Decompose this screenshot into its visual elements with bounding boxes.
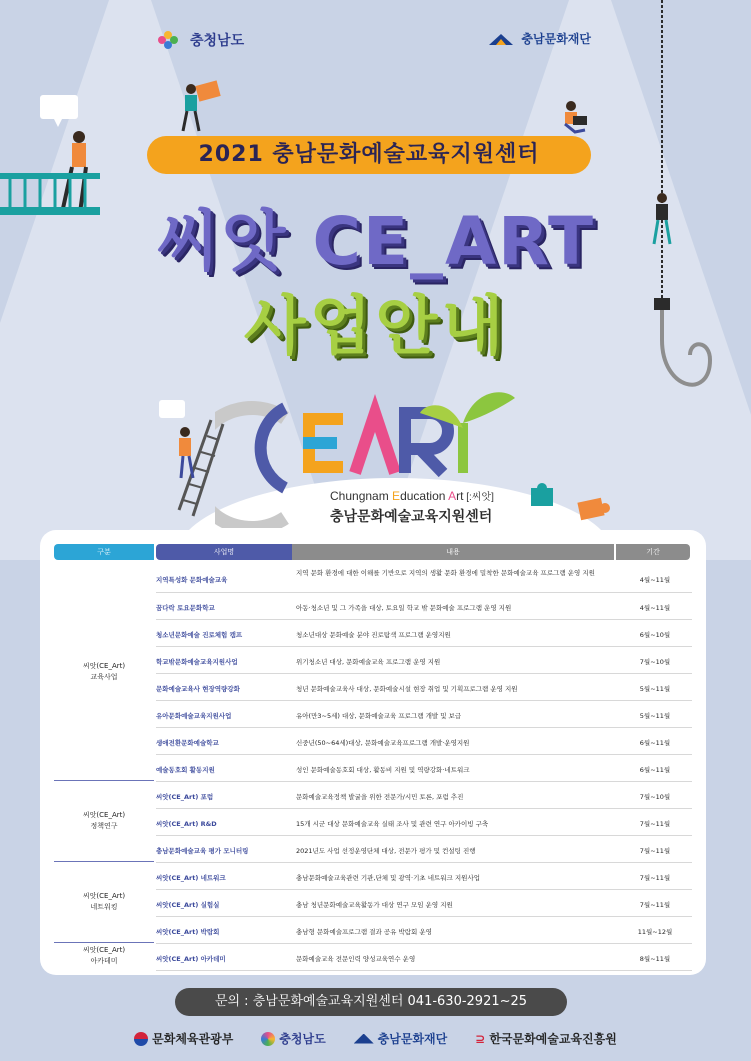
tent-icon [487, 31, 515, 47]
table-header [54, 544, 692, 560]
program-period: 5월~11월 [639, 712, 671, 720]
table-row [156, 593, 692, 620]
table-row [156, 890, 692, 917]
chungnam-logo [158, 30, 244, 50]
program-name: 충남문화예술교육 평가 모니터링 [156, 847, 249, 855]
puzzle-person-illustration [175, 75, 235, 135]
program-table [40, 530, 706, 975]
taegeuk-icon [134, 1032, 148, 1046]
table-row [156, 863, 692, 890]
program-desc: 지역 문화 환경에 대한 이해를 기반으로 지역의 생활 문화 환경에 밀착한 문화예술교육 프로그램 운영 지원 [296, 569, 595, 577]
ladder-person-illustration [155, 400, 225, 520]
th-program: 사업명 [156, 544, 292, 560]
arte-icon: ⊇ [475, 1031, 486, 1046]
program-name: 씨앗(CE_Art) 박람회 [156, 928, 220, 936]
program-period: 4월~11월 [639, 604, 671, 612]
program-desc: 청소년대상 문화예술 분야 진로탐색 프로그램 운영지원 [296, 631, 451, 639]
program-period: 11월~12월 [637, 928, 673, 936]
program-name: 생애전환문화예술학교 [156, 739, 219, 747]
program-name: 문화예술교육사 현장역량강화 [156, 685, 240, 693]
foundation-logo-text: 충남문화재단 [521, 32, 591, 46]
group-research: 씨앗(CE_Art) 정책연구 [82, 810, 126, 830]
flower-icon [158, 31, 184, 49]
program-name: 유아문화예술교육지원사업 [156, 712, 232, 720]
program-name: 꿈다락 토요문화학교 [156, 604, 215, 612]
table-row [156, 728, 692, 755]
th-content: 내용 [292, 544, 614, 560]
program-desc: 충남 청년문화예술교육활동가 대상 연구 모임 운영 지원 [296, 901, 453, 909]
footer-logo-chungnam: 충청남도 [261, 1030, 325, 1047]
table-row [156, 809, 692, 836]
program-period: 6월~11월 [639, 766, 671, 774]
program-desc: 문화예술교육정책 발굴을 위한 전문가/시민 토론, 포럼 추진 [296, 793, 464, 801]
flower-icon [261, 1032, 275, 1046]
program-desc: 아동·청소년 및 그 가족을 대상, 토요일 학교 밖 문화예술 프로그램 운영 지원 [296, 604, 512, 612]
program-period: 4월~11월 [639, 576, 671, 584]
program-desc: 유아(만3~5세) 대상, 문화예술교육 프로그램 개발 및 보급 [296, 712, 462, 720]
table-row [156, 836, 692, 863]
program-name: 예술동호회 활동지원 [156, 766, 215, 774]
program-period: 6월~11월 [639, 739, 671, 747]
tent-icon [354, 1034, 374, 1044]
table-row [156, 701, 692, 728]
program-name: 씨앗(CE_Art) 네트워크 [156, 874, 226, 882]
program-period: 7월~10월 [639, 793, 671, 801]
program-desc: 신중년(50~64세)대상, 문화예술교육프로그램 개발·운영지원 [296, 739, 470, 747]
program-desc: 청년 문화예술교육사 대상, 문화예술시설 현장 취업 및 기획프로그램 운영 지원 [296, 685, 518, 693]
program-desc: 충남형 문화예술프로그램 결과 공유 박람회 운영 [296, 928, 432, 936]
program-period: 7월~10월 [639, 658, 671, 666]
program-period: 5월~11월 [639, 685, 671, 693]
contact-info: 문의 : 충남문화예술교육지원센터 041-630-2921~25 [175, 988, 567, 1016]
table-row [156, 647, 692, 674]
program-name: 씨앗(CE_Art) 실험실 [156, 901, 220, 909]
footer-logos [0, 1030, 751, 1047]
table-row [156, 674, 692, 701]
program-period: 6월~10월 [639, 631, 671, 639]
foundation-logo [487, 30, 591, 47]
program-name: 학교밖문화예술교육지원사업 [156, 658, 238, 666]
program-desc: 성인 문화예술동호회 대상, 활동비 지원 및 역량강화·네트워크 [296, 766, 470, 774]
program-name: 씨앗(CE_Art) R&D [156, 820, 217, 828]
th-period: 기간 [616, 544, 690, 560]
program-name: 씨앗(CE_Art) 포럼 [156, 793, 214, 801]
th-category: 구분 [54, 544, 154, 560]
program-desc: 위기청소년 대상, 문화예술교육 프로그램 운영 지원 [296, 658, 441, 666]
program-name: 청소년문화예술 진로체험 캠프 [156, 631, 243, 639]
program-desc: 15개 시군 대상 문화예술교육 실태 조사 및 관련 연구 아카이빙 구축 [296, 820, 489, 828]
program-period: 7월~11월 [639, 901, 671, 909]
program-period: 7월~11월 [639, 820, 671, 828]
logo-english-name: Chungnam Education Art [:씨앗] [330, 489, 494, 503]
program-desc: 2021년도 사업 선정운영단체 대상, 전문가 평가 및 컨설팅 진행 [296, 847, 476, 855]
program-period: 7월~11월 [639, 874, 671, 882]
program-name: 씨앗(CE_Art) 아카데미 [156, 955, 226, 963]
puzzle-pieces-icon [525, 482, 635, 532]
program-desc: 충남문화예술교육관련 기관,단체 및 광역·기초 네트워크 지원사업 [296, 874, 480, 882]
footer-logo-arte: ⊇ 한국문화예술교육진흥원 [475, 1031, 617, 1046]
program-period: 7월~11월 [639, 847, 671, 855]
sub-title: 사업안내 [243, 290, 508, 364]
program-name: 지역특성화 문화예술교육 [156, 576, 228, 584]
laptop-person-illustration [555, 98, 595, 138]
table-row [156, 620, 692, 647]
table-row [156, 917, 692, 944]
footer-logo-ministry: 문화체육관광부 [134, 1030, 233, 1047]
logo-korean-name: 충남문화예술교육지원센터 [330, 509, 493, 525]
table-row [156, 755, 692, 782]
year-banner: 2021 충남문화예술교육지원센터 [147, 136, 591, 174]
group-networking: 씨앗(CE_Art) 네트워킹 [82, 891, 126, 911]
main-title: 씨앗 CE_ART [156, 203, 595, 280]
table-row [156, 944, 692, 971]
table-row [156, 564, 692, 593]
chungnam-logo-text: 충청남도 [190, 33, 245, 49]
group-education: 씨앗(CE_Art) 교육사업 [82, 662, 126, 681]
program-period: 8월~11월 [639, 955, 671, 963]
table-row [156, 782, 692, 809]
group-academy: 씨앗(CE_Art) 아카데미 [82, 945, 126, 965]
program-desc: 문화예술교육 전문인력 양성교육연수 운영 [296, 955, 416, 963]
footer-logo-foundation: 충남문화재단 [354, 1030, 448, 1047]
